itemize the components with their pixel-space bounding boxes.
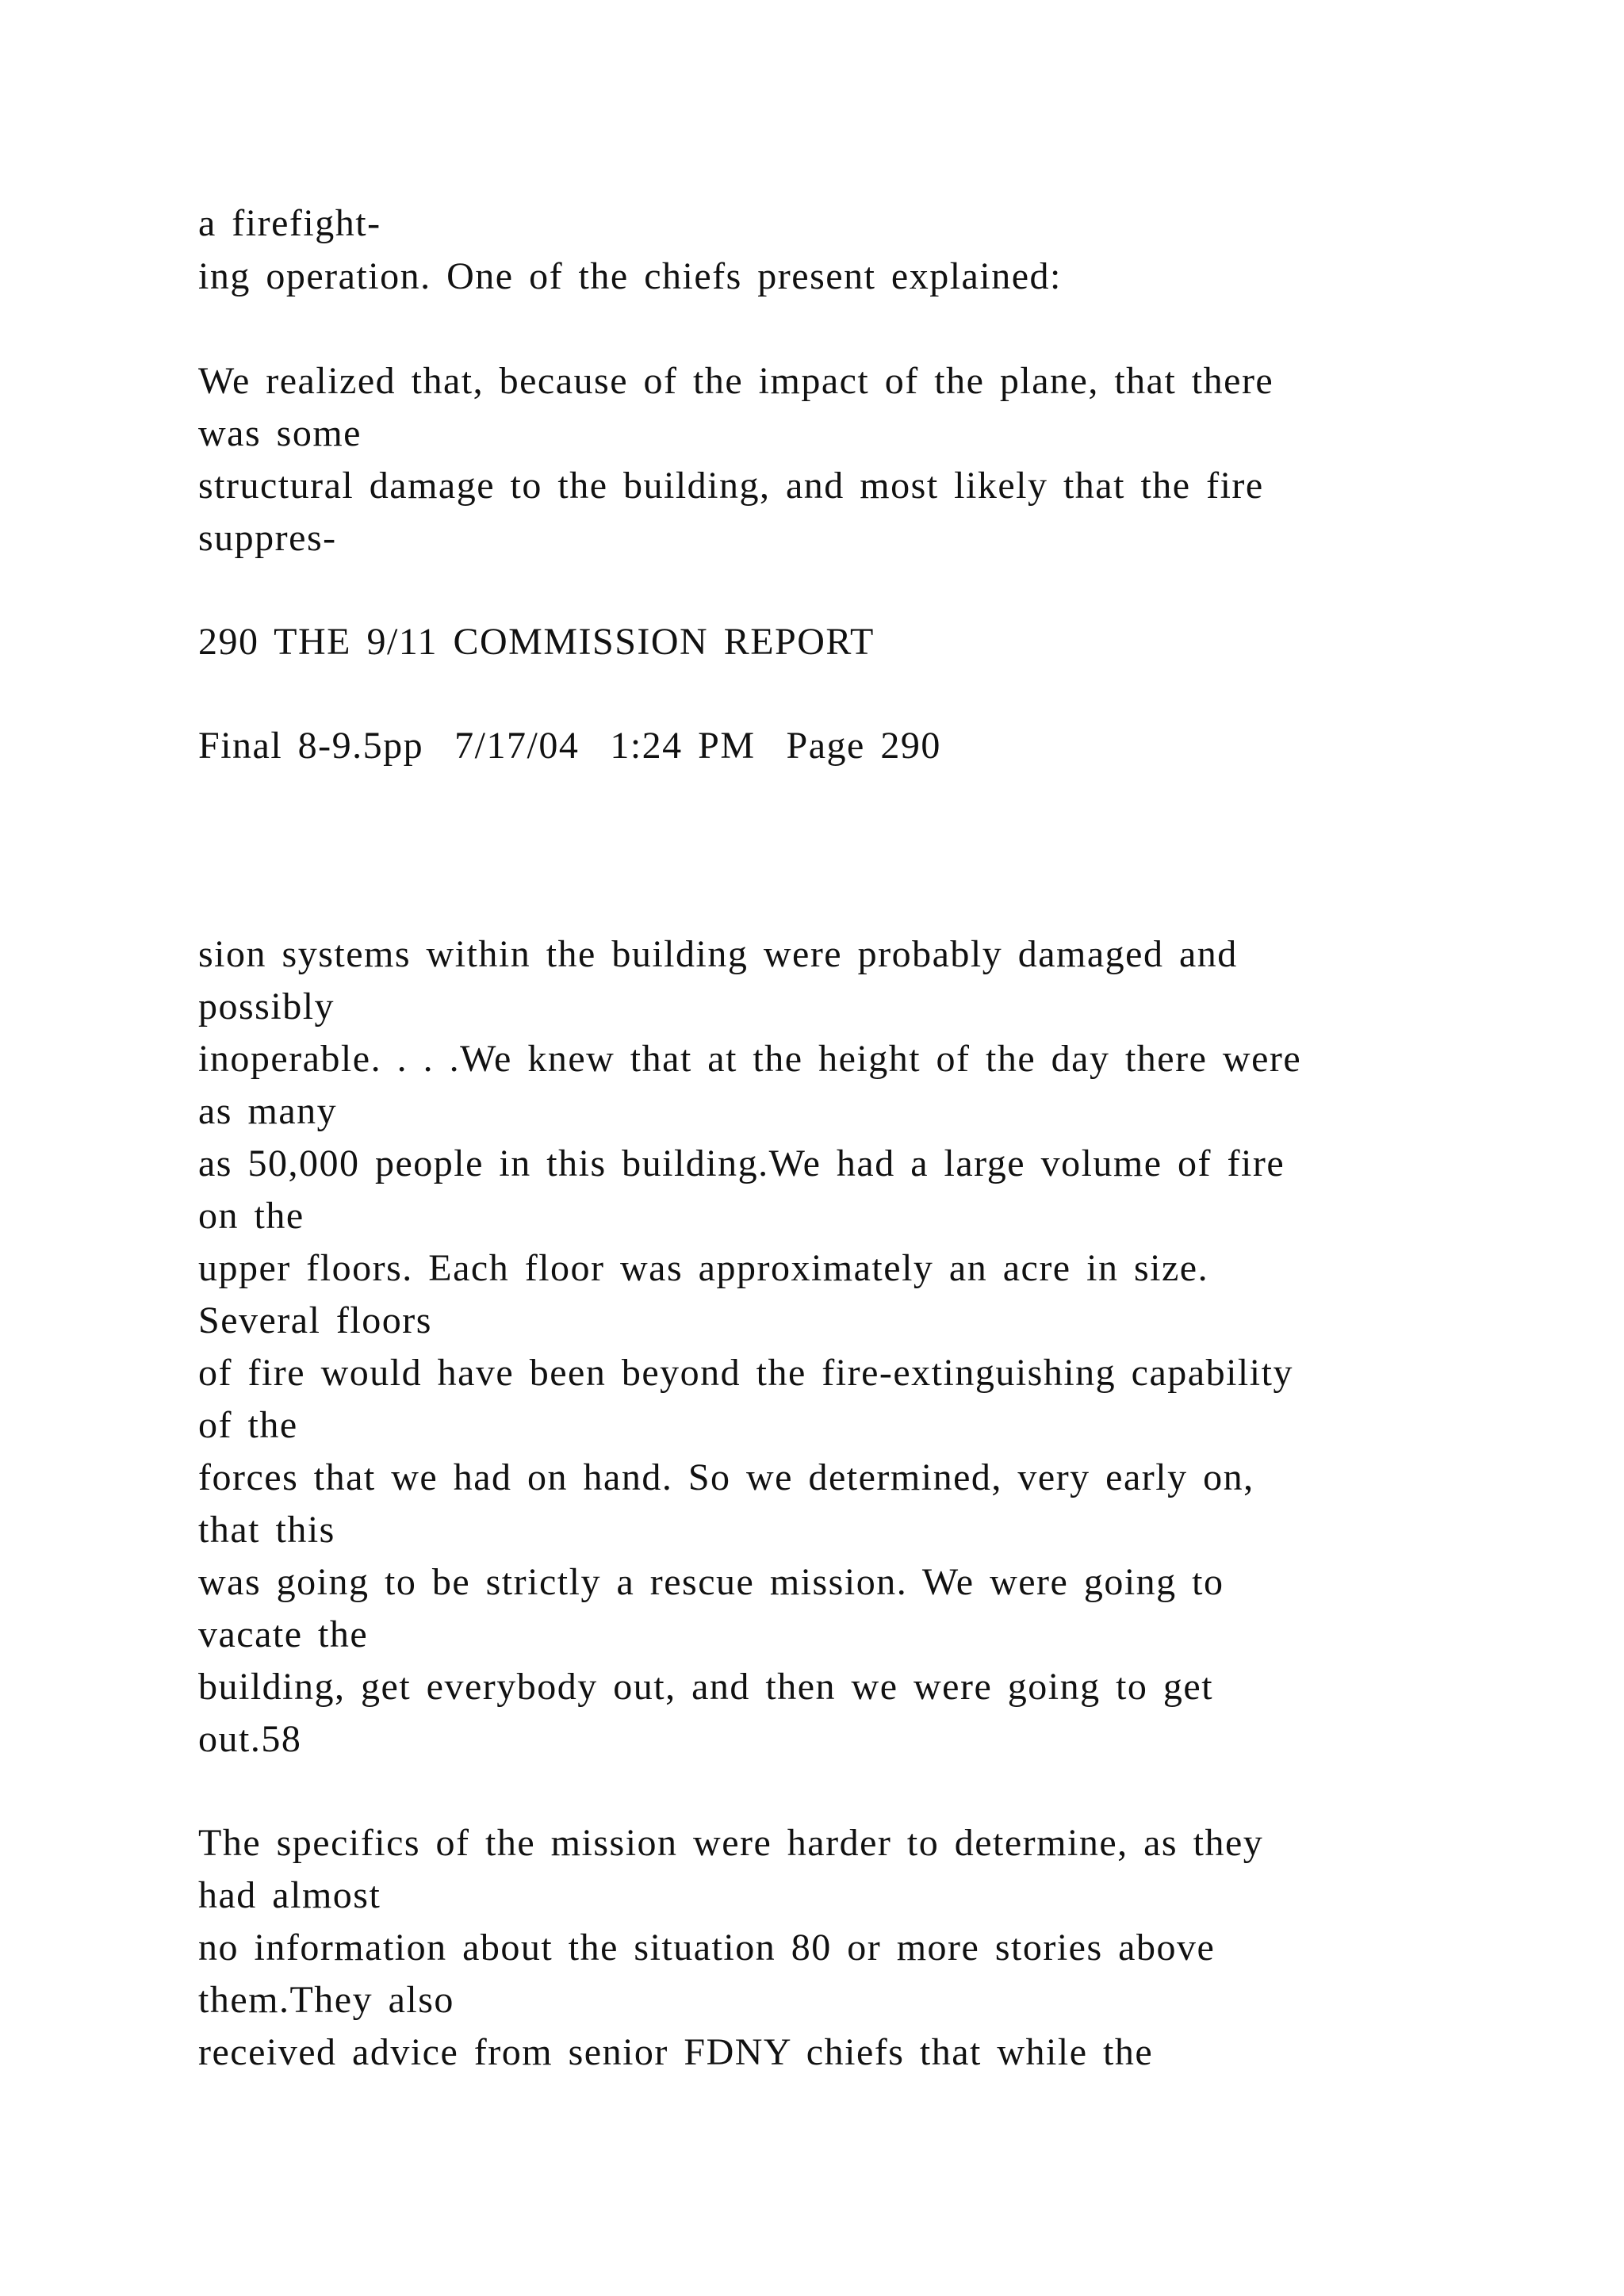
text-line: vacate the <box>198 1613 369 1655</box>
text-line: had almost <box>198 1874 381 1916</box>
text-line: a firefight- <box>198 202 381 244</box>
print-slug: Final 8-9.5pp 7/17/04 1:24 PM Page 290 <box>198 725 941 767</box>
text-line: received advice from senior FDNY chiefs that while the <box>198 2031 1154 2073</box>
text-line: was some <box>198 412 362 454</box>
text-line: out.58 <box>198 1718 302 1760</box>
text-line: building, get everybody out, and then we were going to get <box>198 1666 1214 1708</box>
text-line: We realized that, because of the impact of the plane, that there <box>198 360 1274 402</box>
text-line: as 50,000 people in this building.We had a large volume of fire <box>198 1142 1285 1184</box>
text-line: of fire would have been beyond the fire-extinguishing capability <box>198 1352 1293 1394</box>
text-line: upper floors. Each floor was approximately an acre in size. <box>198 1247 1209 1289</box>
text-line: inoperable. . . .We knew that at the height of the day there were <box>198 1038 1302 1080</box>
text-line: structural damage to the building, and most likely that the fire <box>198 465 1264 507</box>
text-line: The specifics of the mission were harder to determine, as they <box>198 1822 1264 1864</box>
text-line: no information about the situation 80 or more stories above <box>198 1927 1216 1969</box>
text-line: forces that we had on hand. So we determined, very early on, <box>198 1456 1254 1498</box>
text-line: on the <box>198 1195 304 1237</box>
text-line: sion systems within the building were probably damaged and <box>198 933 1238 975</box>
text-line: was going to be strictly a rescue mission. We were going to <box>198 1561 1224 1603</box>
text-line: suppres- <box>198 517 337 559</box>
running-footer: 290 THE 9/11 COMMISSION REPORT <box>198 621 875 663</box>
text-line: possibly <box>198 985 335 1027</box>
text-line: them.They also <box>198 1979 454 2021</box>
text-line: as many <box>198 1090 338 1132</box>
text-line: ing operation. One of the chiefs present explained: <box>198 255 1062 297</box>
text-line: that this <box>198 1509 335 1551</box>
text-line: Several floors <box>198 1299 432 1341</box>
text-line: of the <box>198 1404 298 1446</box>
